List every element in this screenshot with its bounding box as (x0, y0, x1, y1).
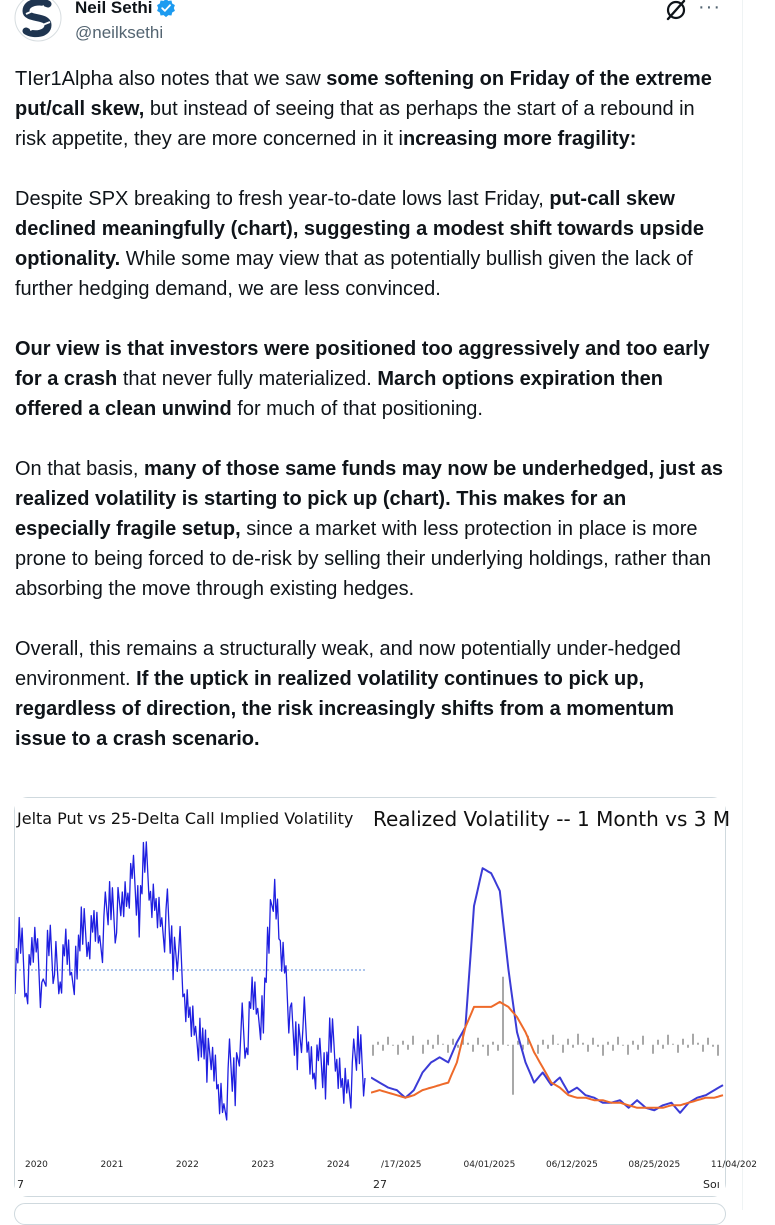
chart-footer-right: Soı (703, 1178, 720, 1191)
chart-footer-left: 27 (373, 1178, 387, 1191)
avatar[interactable] (14, 0, 62, 42)
tweet-paragraph-1 (15, 64, 727, 154)
tweet-text-run: TIer1Alpha also notes that we saw (15, 68, 327, 90)
tweet-text-run: but instead of seeing that as perhaps the start of a rebound in risk appetite, they are more concerned in it i (15, 98, 695, 150)
x-tick-label: /17/2025 (381, 1160, 422, 1170)
media-attachment[interactable] (14, 797, 758, 1197)
tweet-text-run: put-call skew declined meaningfully (chart), suggesting a modest shift towards upside optionality. (15, 188, 704, 270)
tweet-paragraph-4 (15, 454, 727, 604)
tweet-text-run: Despite SPX breaking to fresh year-to-date lows last Friday, (15, 188, 550, 210)
chart-footer-left: 7 (17, 1178, 24, 1191)
author-handle[interactable]: @neilksethi (75, 23, 164, 42)
charts-image (15, 798, 758, 1196)
x-tick-label: 2023 (251, 1160, 275, 1170)
tweet-text-run: since a market with less protection in place is more prone to being forced to de-risk by selling their underlying holdings, rather than absorbing the move through existing hedges. (15, 518, 711, 600)
author-name[interactable]: Neil Sethi (75, 0, 153, 17)
x-tick-label: 04/01/2025 (463, 1160, 516, 1170)
verified-badge-icon (156, 0, 176, 18)
tweet-text-run: for much of that positioning. (231, 398, 483, 420)
right-column-divider (742, 0, 743, 1210)
chart-title: Realized Volatility -- 1 Month vs 3 M (373, 807, 731, 831)
realized-vol-chart (371, 798, 757, 1196)
x-tick-label: 11/04/202 (710, 1160, 758, 1170)
x-tick-label: 2020 (25, 1160, 48, 1170)
quoted-card-edge (14, 1203, 726, 1225)
tweet-text-run: that never fully materialized. (117, 368, 378, 390)
x-tick-label: 2022 (175, 1160, 199, 1170)
tweet-text-run: While some may view that as potentially bullish given the lack of further hedging demand, we are less convinced. (15, 248, 693, 300)
avatar-logo-icon (14, 0, 62, 42)
tweet-paragraph-5 (15, 634, 727, 754)
tweet-text (15, 64, 727, 784)
tweet-text-run: Our view is that investors were positioned too aggressively and too early for a crash (15, 338, 710, 390)
tweet-paragraph-2 (15, 184, 727, 304)
tweet-text-run: some softening on Friday of the extreme put/call skew, (15, 68, 712, 120)
x-tick-label: 06/12/2025 (545, 1160, 598, 1170)
x-tick-label: 2021 (100, 1160, 124, 1170)
tweet-text-run: Overall, this remains a structurally weak, and now potentially under-hedged environment. (15, 638, 681, 690)
author-name-row (75, 0, 176, 18)
tweet-header (0, 0, 742, 50)
skew-chart (15, 798, 367, 1196)
chart-background (371, 798, 725, 1196)
chart-title: Jelta Put vs 25-Delta Call Implied Volatility (17, 809, 354, 828)
more-options-button[interactable]: ··· (698, 0, 721, 18)
x-tick-label: 08/25/2025 (628, 1160, 681, 1170)
tweet-paragraph-3 (15, 334, 727, 424)
tweet-text-run: many of those same funds may now be underhedged, just as realized volatility is starting to pick up (chart). This makes for an especially fragile setup, (15, 458, 723, 540)
x-tick-label: 2024 (326, 1160, 350, 1170)
tweet-text-run: March options expiration then offered a clean unwind (15, 368, 663, 420)
tweet-text-run: If the uptick in realized volatility continues to pick up, regardless of direction, the risk increasingly shifts from a momentum issue to a crash scenario. (15, 668, 675, 750)
tweet-text-run: On that basis, (15, 458, 144, 480)
chart-background (15, 798, 367, 1196)
grok-icon[interactable] (664, 0, 688, 22)
tweet-text-run: ncreasing more fragility: (402, 128, 637, 150)
